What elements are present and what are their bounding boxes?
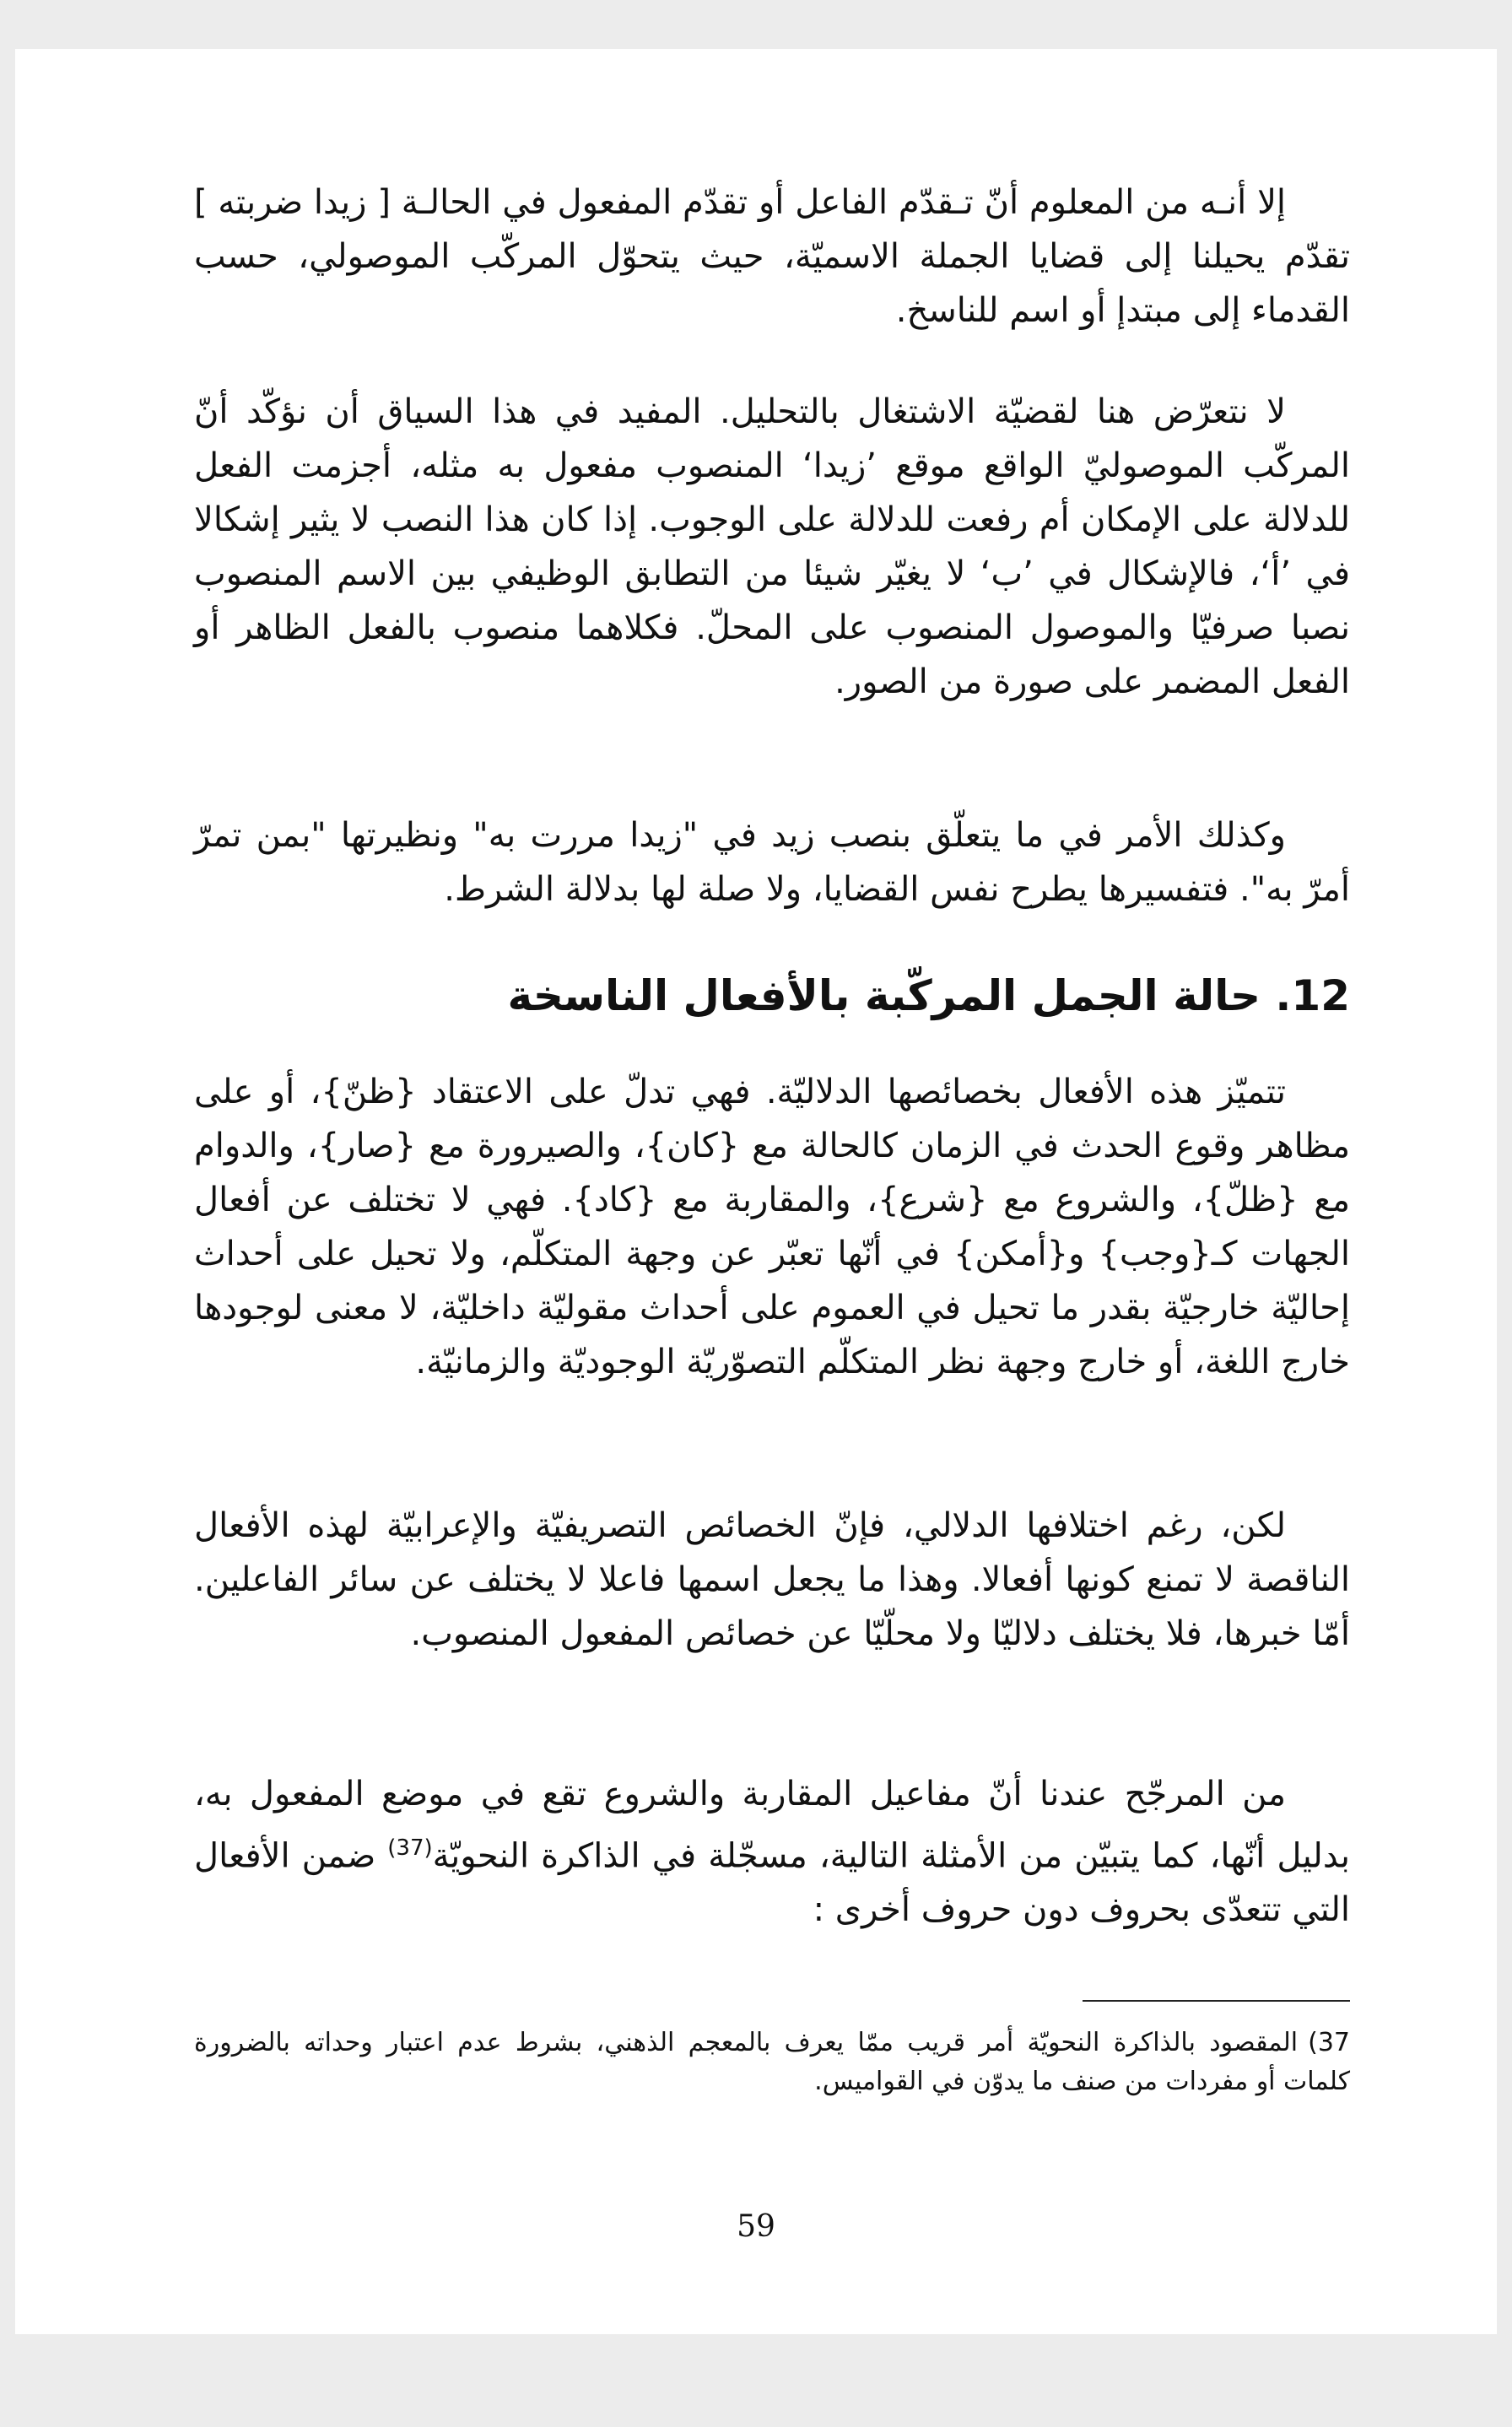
paragraph-3-text: وكذلك الأمر في ما يتعلّق بنصب زيد في "زيدا مررت به" ونظيرتها "بمن تمرّ أمرّ به". فتفسيرها يطرح نفس القضايا، ولا صلة لها بدلالة الشرط. [194,816,1350,909]
paragraph-6-part-1: من المرجّح عندنا أنّ مفاعيل المقاربة والشروع تقع في موضع المفعول به، بدليل أنّها، كما يتبيّن من الأمثلة التالية، مسجّلة في الذاكرة النحويّة [194,1775,1350,1876]
page-number: 59 [737,2209,775,2244]
paragraph-6 [194,1767,1350,1937]
paragraph-2-text: لا نتعرّض هنا لقضيّة الاشتغال بالتحليل. المفيد في هذا السياق أن نؤكّد أنّ المركّب الموصوليّ الواقع موقع ’زيدا‘ المنصوب مفعول به مثله، أجزمت الفعل للدلالة على الإمكان أم رفعت للدلالة على الوجوب. إذا كان هذا النصب لا يثير إشكالا في ’أ‘، فالإشكال في ’ب‘ لا يغيّر شيئا من التطابق الوظيفي بين الاسم المنصوب نصبا صرفيّا والموصول المنصوب على المحلّ. فكلاهما منصوب بالفعل الظاهر أو الفعل المضمر على صورة من الصور. [194,392,1350,701]
paragraph-6-text [194,1767,1350,1937]
paragraph-2 [194,385,1350,709]
footnote-separator [1083,2000,1350,2002]
paragraph-1-text: إلا أنـه من المعلوم أنّ تـقدّم الفاعل أو تقدّم المفعول في الحالـة [ زيدا ضربته ] تقدّم يحيلنا إلى قضايا الجملة الاسميّة، حيث يتحوّل المركّب الموصولي، حسب القدماء إلى مبتدإ أو اسم للناسخ. [194,183,1350,330]
book-page [15,49,1497,2334]
footnote [194,2024,1350,2101]
section-heading: 12. حالة الجمل المركّبة بالأفعال الناسخة [507,971,1350,1020]
footnote-reference: (37) [387,1835,433,1861]
paragraph-5-text: لكن، رغم اختلافها الدلالي، فإنّ الخصائص التصريفيّة والإعرابيّة لهذه الأفعال الناقصة لا تمنع كونها أفعالا. وهذا ما يجعل اسمها فاعلا لا يختلف عن سائر الفاعلين. أمّا خبرها، فلا يختلف دلاليّا ولا محلّيّا عن خصائص المفعول المنصوب. [194,1506,1350,1653]
paragraph-4-text: تتميّز هذه الأفعال بخصائصها الدلاليّة. فهي تدلّ على الاعتقاد {ظنّ}، أو على مظاهر وقوع الحدث في الزمان كالحالة مع {كان}، والصيرورة مع {صار}، والدوام مع {ظلّ}، والشروع مع {شرع}، والمقاربة مع {كاد}. فهي لا تختلف عن أفعال الجهات كـ{وجب} و{أمكن} في أنّها تعبّر عن وجهة المتكلّم، ولا تحيل على أحداث إحاليّة خارجيّة بقدر ما تحيل في العموم على أحداث مقوليّة داخليّة، لا معنى لوجودها خارج اللغة، أو خارج وجهة نظر المتكلّم التصوّريّة الوجوديّة والزمانيّة. [194,1073,1350,1381]
footnote-number: 37) [1308,2028,1350,2057]
paragraph-5 [194,1499,1350,1661]
paragraph-1 [194,176,1350,338]
footnote-text: المقصود بالذاكرة النحويّة أمر قريب ممّا يعرف بالمعجم الذهني، بشرط عدم اعتبار وحداته بالضرورة كلمات أو مفردات من صنف ما يدوّن في القواميس. [194,2028,1350,2096]
paragraph-4 [194,1065,1350,1389]
paragraph-6-part-2: ضمن الأفعال التي تتعدّى بحروف دون حروف أخرى : [194,1836,1350,1930]
paragraph-3 [194,808,1350,916]
